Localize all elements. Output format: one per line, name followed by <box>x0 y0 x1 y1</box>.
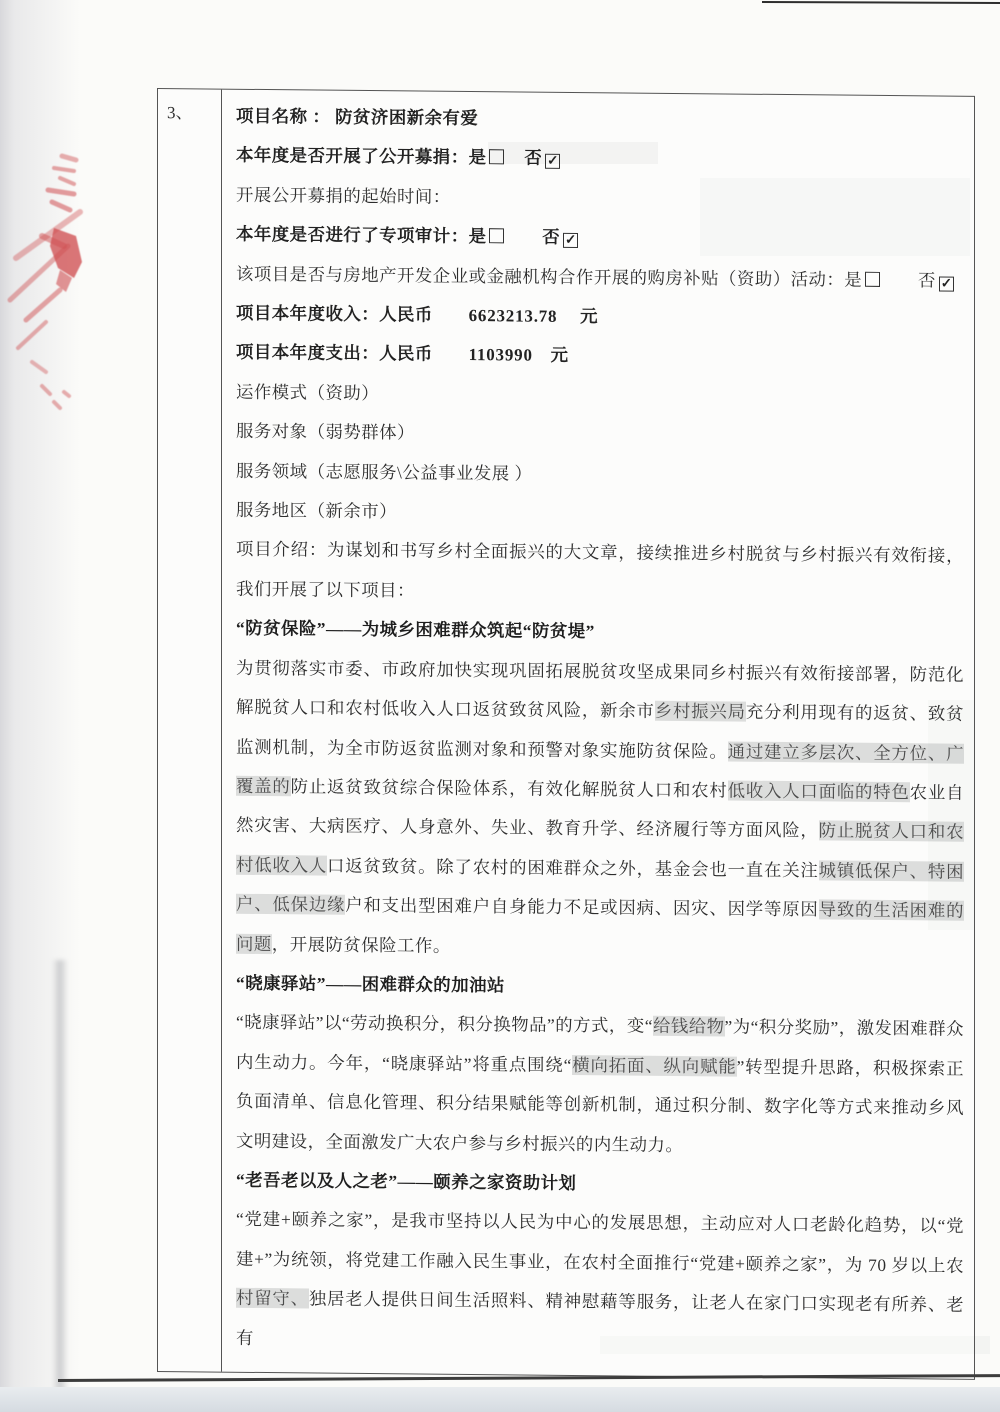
paragraph-text: 为贯彻落实市委、市政府加快实现巩固拓展脱贫攻坚成果同乡村振兴有效衔接部署，防范化解脱贫人口和农村低收入人口返贫致贫风险，新余市 <box>236 657 964 721</box>
scanner-background-band <box>0 1387 1000 1412</box>
form-text: 项目本年度收入：人民币 <box>236 302 469 326</box>
amount-value: 6623213.78 <box>468 306 558 326</box>
form-line <box>236 333 964 379</box>
paragraph-text: “党建+颐养之家”，是我市坚持以人民为中心的发展思想，主动应对人口老龄化趋势，以“党建+”为统领，将党建工作融入民生事业，在农村全面推行“党建+颐养之家”，为 70 岁以上农 <box>236 1209 964 1276</box>
highlighted-text: 给钱给物 <box>652 1016 725 1037</box>
section-paragraph <box>236 1003 964 1168</box>
form-text: 元 <box>557 305 598 327</box>
form-line <box>236 530 964 616</box>
form-line <box>236 294 964 340</box>
highlighted-text: 通过建立多层次、全方位、广覆盖的 <box>236 740 964 797</box>
highlighted-text: 导致的生活困难的问题 <box>236 899 964 954</box>
paragraph-text: “晓康驿站”以“劳动换积分，积分换物品”的方式，变“ <box>236 1012 653 1037</box>
paper-fold-shadow <box>52 960 68 1390</box>
section-heading: “晓康驿站”——困难群众的加油站 <box>236 972 505 996</box>
form-text: 项目本年度支出：人民币 <box>236 342 469 365</box>
report-table <box>157 88 975 1380</box>
form-line <box>236 451 964 497</box>
form-line <box>236 176 964 222</box>
form-text: 项目介绍：为谋划和书写乡村全面振兴的大文章，接续推进乡村脱贫与乡村振兴有效衔接，我们开展了以下项目： <box>236 539 964 601</box>
section-heading: “老吾老以及人之老”——颐养之家资助计划 <box>236 1169 577 1193</box>
amount-value: 1103990 <box>468 345 533 366</box>
paragraph-text: 户和支出型困难户自身能力不足或因病、因灾、因学等原因 <box>345 894 819 920</box>
paragraph-text: 充分利用现有的返贫、致贫监测机制，为全市防返贫监测对象和预警对象实施防贫保险。 <box>236 701 964 761</box>
checkbox-checked-icon: ✓ <box>547 153 559 169</box>
form-text: 否 <box>506 226 561 248</box>
highlighted-text: 横向拓面、纵向赋能 <box>571 1054 737 1077</box>
checkbox-checked-icon: ✓ <box>565 232 577 248</box>
form-text: 服务地区（新余市） <box>236 499 398 522</box>
form-text: 元 <box>532 345 569 366</box>
page-top-edge-line <box>762 1 1000 4</box>
project-content-cell <box>222 90 974 1379</box>
paragraph-text: ”转型提升思路，积极探索正负面清单、信息化管理、积分结果赋能等创新机制，通过积分制、数字化等方式来推动乡风文明建设，全面激发广大农户参与乡村振兴的内生动力。 <box>236 1056 964 1155</box>
highlighted-text: 防止脱贫人口和农村低收入人 <box>236 820 964 876</box>
form-text: 本年度是否进行了专项审计：是 <box>236 223 487 247</box>
form-text: 项目名称 ： 防贫济困新余有爱 <box>236 105 479 129</box>
highlighted-text: 低收入人口面临的特色 <box>727 780 910 803</box>
red-stamp <box>2 150 132 430</box>
sections <box>236 609 964 1365</box>
form-line <box>236 97 964 143</box>
form-line <box>236 254 964 300</box>
section-paragraph <box>236 648 964 970</box>
form-line <box>236 215 964 261</box>
checkbox-unchecked-icon <box>489 228 504 243</box>
paragraph-text: ，开展防贫保险工作。 <box>271 933 451 956</box>
highlighted-text: 城镇低保户、特困户、低保边缘 <box>236 860 964 915</box>
checkbox-checked-icon: ✓ <box>940 275 953 291</box>
section-heading: “防贫保险”——为城乡困难群众筑起“防贫堤” <box>236 618 595 642</box>
paragraph-text: 独居老人提供日间生活照料、精神慰藉等服务，让老人在家门口实现老有所养、老有 <box>236 1288 964 1348</box>
row-number: 3、 <box>167 103 193 123</box>
form-text: 开展公开募捐的起始时间： <box>236 184 451 207</box>
form-text: 该项目是否与房地产开发企业或金融机构合作开展的购房补贴（资助）活动：是 <box>236 263 863 290</box>
highlighted-text: 乡村振兴局 <box>654 700 746 722</box>
checkbox-unchecked-icon <box>489 150 504 165</box>
form-text: 运作模式（资助） <box>236 381 380 403</box>
checkbox-unchecked-icon <box>865 271 880 286</box>
form-text: 服务对象（弱势群体） <box>236 421 415 443</box>
form-line <box>236 491 964 537</box>
paragraph-text: 防止返贫致贫综合保险体系，有效化解脱贫人口和农村 <box>290 776 728 801</box>
form-lines <box>236 97 964 616</box>
paragraph-text: ”为“积分奖励”，激发困难群众内生动力。今年，“晓康驿站”将重点围绕“ <box>236 1016 964 1075</box>
form-line <box>236 373 964 419</box>
form-text: 否 <box>506 147 543 169</box>
section-paragraph <box>236 1200 964 1365</box>
paragraph-text: 农业自然灾害、大病医疗、人身意外、失业、教育升学、经济履行等方面风险， <box>236 782 964 841</box>
form-line <box>236 412 964 458</box>
row-number-cell <box>158 89 222 1372</box>
form-text: 否 <box>882 269 936 291</box>
form-text: 服务领域（志愿服务\公益事业发展 ） <box>236 460 533 484</box>
form-text: 本年度是否开展了公开募捐：是 <box>236 145 487 168</box>
highlighted-text: 村留守、 <box>236 1287 309 1309</box>
paragraph-text: 口返贫致贫。除了农村的困难群众之外，基金会也一直在关注 <box>327 855 819 881</box>
stamp-blob <box>50 228 82 278</box>
form-line <box>236 136 964 182</box>
